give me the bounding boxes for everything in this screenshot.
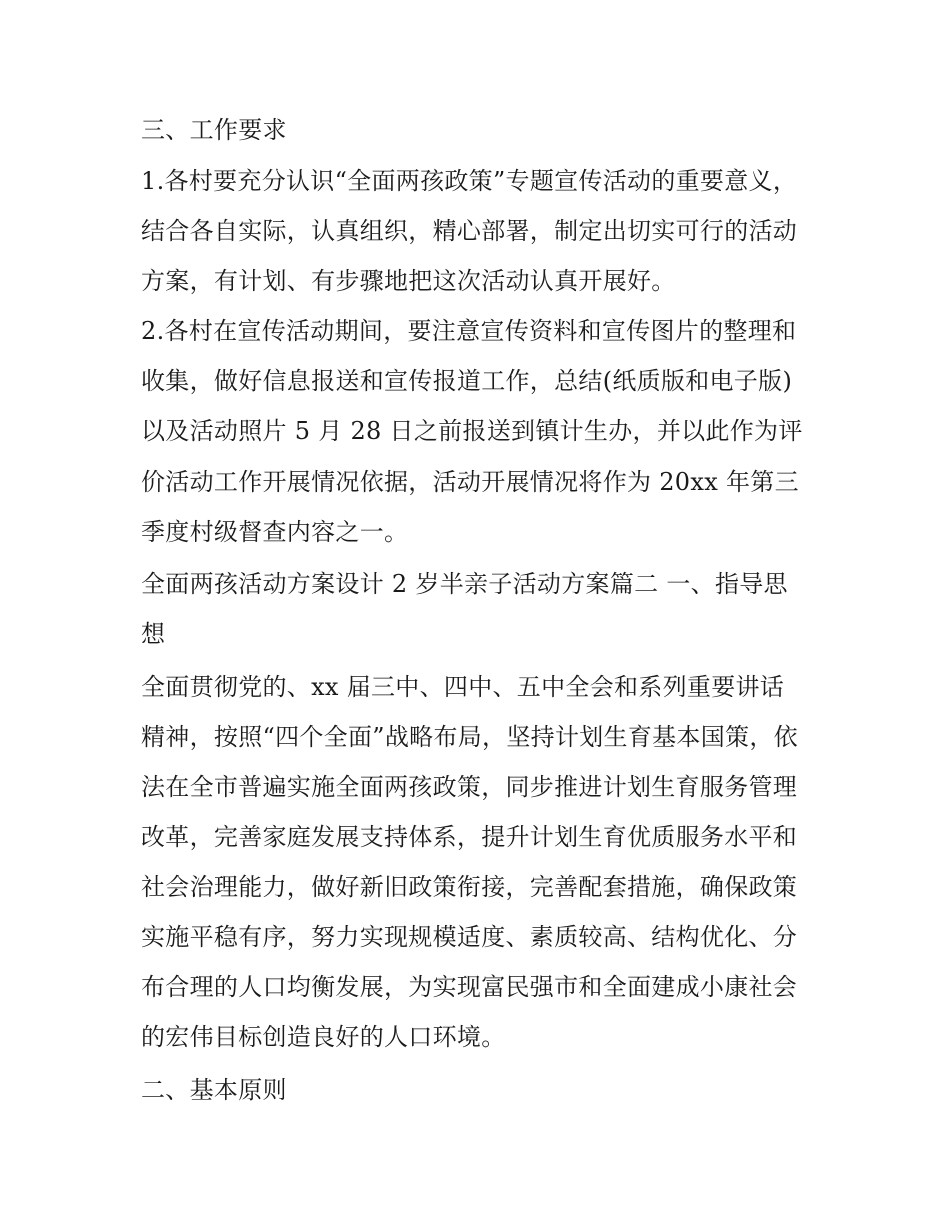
text-line: 全面贯彻党的、xx 届三中、四中、五中全会和系列重要讲话 [141, 673, 785, 701]
text-line: 季度村级督查内容之一。 [141, 518, 409, 546]
text-line: 改革，完善家庭发展支持体系，提升计划生育优质服务水平和 [141, 823, 798, 851]
text-line: 方案，有计划、有步骤地把这次活动认真开展好。 [141, 267, 676, 295]
text-line: 社会治理能力，做好新旧政策衔接，完善配套措施，确保政策 [141, 873, 798, 901]
section-heading: 二、基本原则 [141, 1076, 287, 1104]
text-line: 收集，做好信息报送和宣传报道工作，总结(纸质版和电子版) [141, 367, 793, 395]
section-heading: 三、工作要求 [141, 116, 287, 144]
text-line: 想 [141, 620, 166, 648]
text-line: 精神，按照“四个全面”战略布局，坚持计划生育基本国策，依 [141, 723, 798, 751]
text-line: 以及活动照片 5 月 28 日之前报送到镇计生办，并以此作为评 [141, 417, 803, 445]
text-line: 全面两孩活动方案设计 2 岁半亲子活动方案篇二 一、指导思 [141, 570, 788, 598]
text-line: 法在全市普遍实施全面两孩政策，同步推进计划生育服务管理 [141, 773, 798, 801]
text-line: 结合各自实际，认真组织，精心部署，制定出切实可行的活动 [141, 217, 798, 245]
text-line: 实施平稳有序，努力实现规模适度、素质较高、结构优化、分 [141, 923, 798, 951]
text-line: 1.各村要充分认识“全面两孩政策”专题宣传活动的重要意义， [141, 167, 798, 195]
text-line: 布合理的人口均衡发展，为实现富民强市和全面建成小康社会 [141, 973, 798, 1001]
text-line: 2.各村在宣传活动期间，要注意宣传资料和宣传图片的整理和 [141, 317, 797, 345]
text-line: 的宏伟目标创造良好的人口环境。 [141, 1023, 506, 1051]
text-line: 价活动工作开展情况依据，活动开展情况将作为 20xx 年第三 [141, 468, 799, 496]
